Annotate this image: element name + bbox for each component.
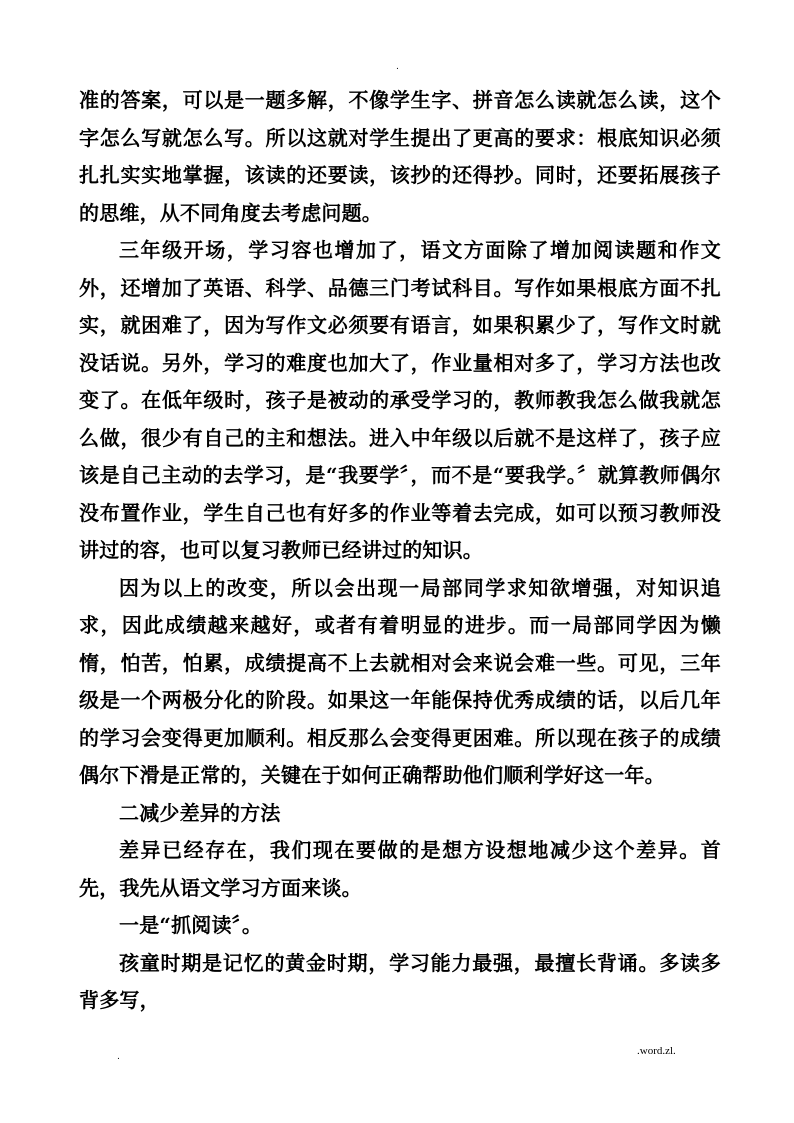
footer-right-mark: .word.zl. [637, 1045, 676, 1057]
subheading-reading: 一是“抓阅读〞。 [119, 913, 263, 937]
footer-left-mark: . [117, 1052, 120, 1062]
section-heading-methods: 二减少差异的方法 [119, 800, 281, 825]
paragraph-memory-period: 孩童时期是记忆的黄金时期，学习能力最强，最擅长背诵。多读多背多写， [79, 950, 721, 1012]
paragraph-reduce-difference: 差异已经存在，我们现在要做的是想方设想地减少这个差异。首先，我先从语文学习方面来谈。 [79, 838, 721, 900]
document-body [79, 82, 721, 1020]
header-mark: . [396, 62, 399, 72]
paragraph-continuation: 准的答案，可以是一题多解，不像学生字、拼音怎么读就怎么读，这个字怎么写就怎么写。所以这就对学生提出了更高的要求：根底知识必须扎扎实实地掌握，该读的还要读，该抄的还得抄。同时，还要拓展孩子的思维，从不同角度去考虑问题。 [79, 88, 721, 225]
paragraph-polarization: 因为以上的改变，所以会出现一局部同学求知欲增强，对知识追求，因此成绩越来越好，或者有着明显的进步。而一局部同学因为懒惰，怕苦，怕累，成绩提高不上去就相对会来说会难一些。可见，三年级是一个两极分化的阶段。如果这一年能保持优秀成绩的话，以后几年的学习会变得更加顺利。相反那么会变得更困难。所以现在孩子的成绩偶尔下滑是正常的，关键在于如何正确帮助他们顺利学好这一年。 [79, 575, 721, 787]
paragraph-grade-three-changes: 三年级开场，学习容也增加了，语文方面除了增加阅读题和作文外，还增加了英语、科学、品德三门考试科目。写作如果根底方面不扎实，就困难了，因为写作文必须要有语言，如果积累少了，写作文时就没话说。另外，学习的难度也加大了，作业量相对多了，学习方法也改变了。在低年级时，孩子是被动的承受学习的，教师教我怎么做我就怎么做，很少有自己的主和想法。进入中年级以后就不是这样了，孩子应该是自己主动的去学习，是“我要学〞，而不是“要我学。〞就算教师偶尔没布置作业，学生自己也有好多的作业等着去完成，如可以预习教师没讲过的容，也可以复习教师已经讲过的知识。 [79, 238, 721, 562]
